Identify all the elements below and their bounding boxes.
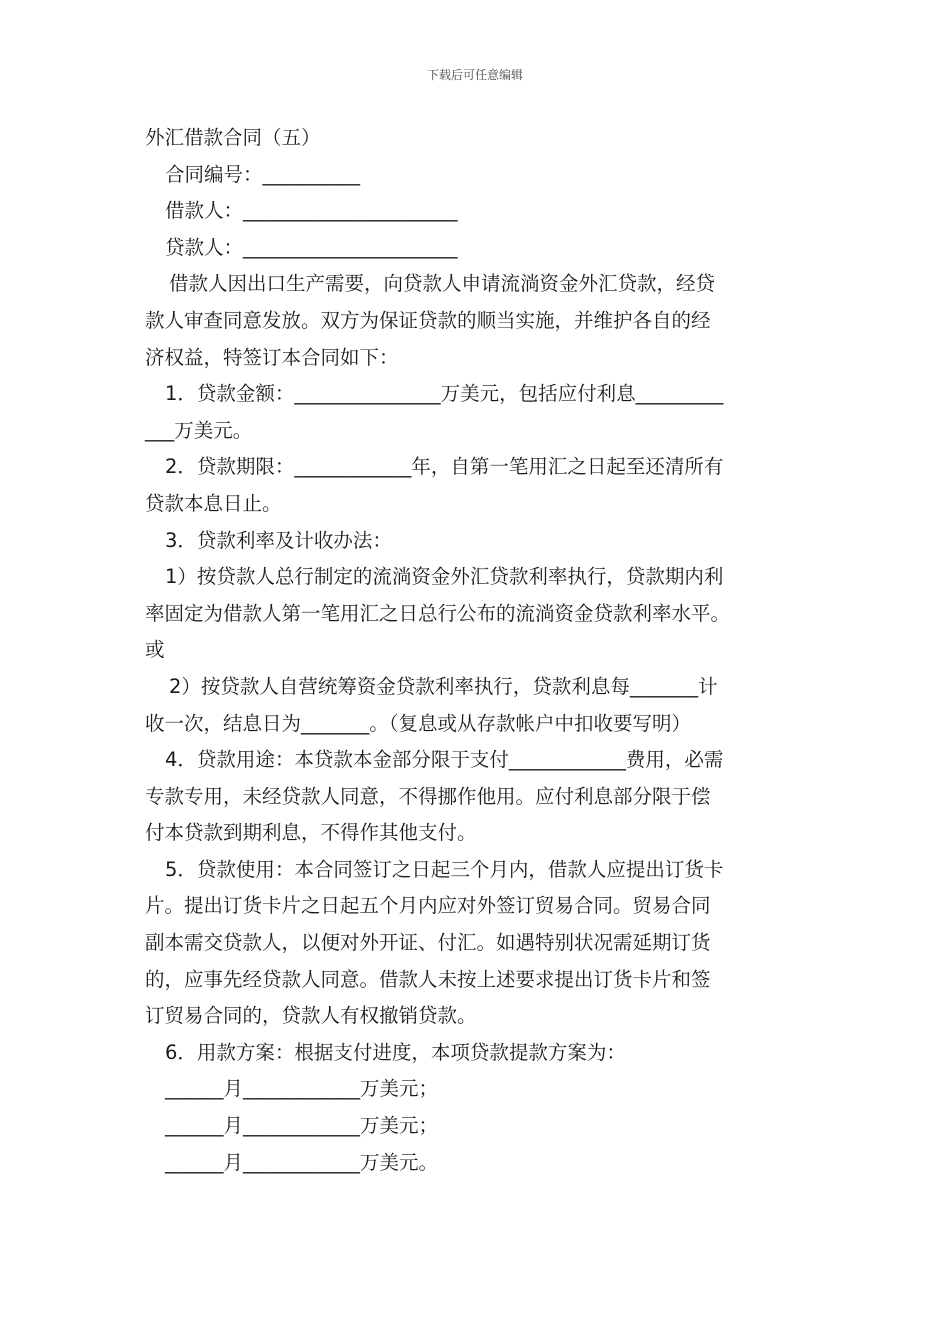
clause-5-line: 副本需交贷款人，以便对外开证、付汇。如遇特别状况需延期订货	[145, 931, 711, 955]
clause-4-line: 专款专用，未经贷款人同意，不得挪作他用。应付利息部分限于偿	[145, 784, 711, 808]
clause-1-line: 1．贷款金额：_______________万美元，包括应付利息_________	[165, 382, 724, 406]
contract-number-field: 合同编号：__________	[165, 162, 361, 186]
clause-2-line: 贷款本息日止。	[145, 491, 282, 515]
lender-field: 贷款人：______________________	[165, 235, 458, 259]
clause-1-line: ___万美元。	[145, 418, 253, 442]
clause-3-line: 3．贷款利率及计收办法：	[165, 528, 392, 552]
plan-line: ______月____________万美元。	[165, 1150, 439, 1174]
clause-3-option-2-line: 2）按贷款人自营统筹资金贷款利率执行，贷款利息每_______计	[169, 674, 718, 698]
clause-3-option-1-line: 1）按贷款人总行制定的流淌资金外汇贷款利率执行，贷款期内利	[165, 565, 724, 589]
clause-2-line: 2．贷款期限：____________年，自第一笔用汇之日起至还清所有	[165, 455, 724, 479]
clause-6-line: 6．用款方案：根据支付进度，本项贷款提款方案为：	[165, 1040, 626, 1064]
clause-3-or-line: 或	[145, 638, 165, 662]
clause-3-option-2-line: 收一次，结息日为_______。（复息或从存款帐户中扣收要写明）	[145, 711, 692, 735]
clause-5-line: 5．贷款使用：本合同签订之日起三个月内，借款人应提出订货卡	[165, 857, 724, 881]
clause-5-line: 订贸易合同的，贷款人有权撤销贷款。	[145, 1004, 477, 1028]
clause-4-line: 4．贷款用途：本贷款本金部分限于支付____________费用，必需	[165, 748, 724, 772]
plan-line: ______月____________万美元；	[165, 1114, 439, 1138]
contract-document	[145, 120, 815, 1181]
clause-4-line: 付本贷款到期利息，不得作其他支付。	[145, 821, 477, 845]
plan-line: ______月____________万美元；	[165, 1077, 439, 1101]
borrower-field: 借款人：______________________	[165, 199, 458, 223]
clause-5-line: 的，应事先经贷款人同意。借款人未按上述要求提出订货卡片和签	[145, 967, 711, 991]
intro-line: 济权益，特签订本合同如下：	[145, 345, 399, 369]
clause-5-line: 片。提出订货卡片之日起五个月内应对外签订贸易合同。贸易合同	[145, 894, 711, 918]
document-title: 外汇借款合同（五）	[145, 126, 321, 149]
clause-3-option-1-line: 率固定为借款人第一笔用汇之日总行公布的流淌资金贷款利率水平。	[145, 601, 731, 625]
intro-line: 款人审查同意发放。双方为保证贷款的顺当实施，并维护各自的经	[145, 308, 711, 332]
intro-line: 借款人因出口生产需要，向贷款人申请流淌资金外汇贷款，经贷	[169, 272, 716, 296]
page-header-note: 下载后可任意编辑	[426, 68, 523, 82]
